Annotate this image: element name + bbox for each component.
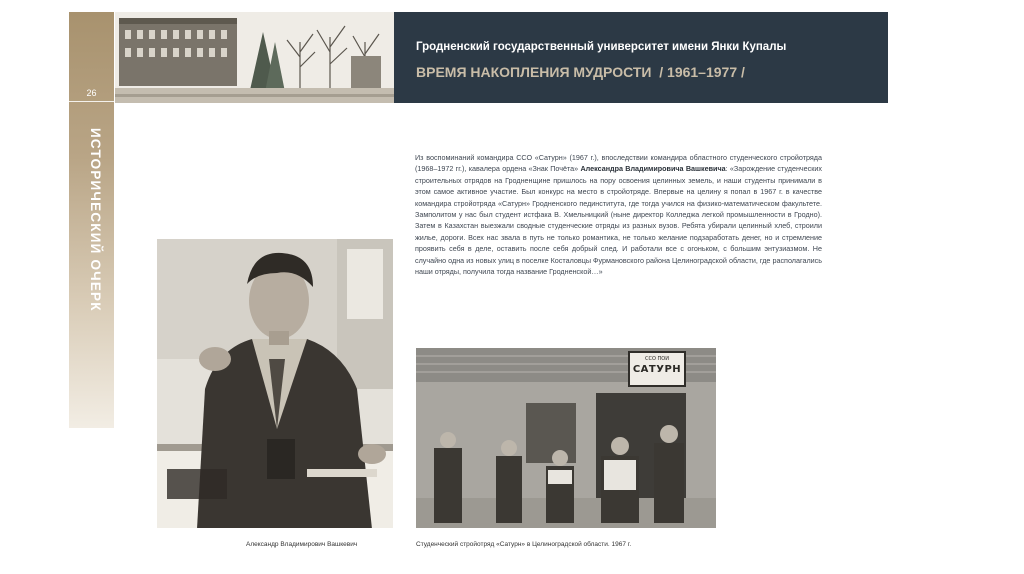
memoir-intro: Из воспоминаний командира ССО «Сатурн» (1967 г.), впоследствии командира областного студенческого стройотряда (1968–1972 гг.), кавалера ордена «Знак Почёта» xyxy=(415,153,822,174)
era-title: ВРЕМЯ НАКОПЛЕНИЯ МУДРОСТИ xyxy=(416,64,652,80)
header-band xyxy=(394,12,888,103)
student-brigade-photo xyxy=(416,348,716,528)
brigade-sign-line1: ССО ПОИ xyxy=(645,356,669,362)
side-divider xyxy=(69,101,114,102)
portrait-caption: Александр Владимирович Вашкевич xyxy=(246,541,358,548)
memoir-quote: : «Зарождение студенческих строительных отрядов на Гродненщине пришлось на пору освоения целинных земель, и наши студенты принимали в этом самое активное участие. Был конкурс на место в стройотряде. Впервые на целину я попал в 1967 г. в качестве командира стройотряда «Сатурн» Гродненского пединститута, где тогда учился на физико-математическом факультете. Замполитом у нас был студент истфака В. Хмельницкий (ныне директор Колледжа легкой промышленности в Гродно). Затем в Казахстан выезжали сводные студенческие отряды из разных вузов. Ребята убирали целинный хлеб, строили жилье, дороги. Всех нас звала в путь не только романтика, не только желание подзаработать денег, но и стремление проявить себя в деле, оставить после себя добрый след. И работали все с огоньком, с большим энтузиазмом. Не случайно одна из новых улиц в поселке Косталовцы Фурмановского района Целиноградской области, где располагались наши отряды, получила тогда название Гродненской…» xyxy=(415,164,822,277)
brigade-caption: Студенческий стройотряд «Сатурн» в Целиноградской области. 1967 г. xyxy=(416,541,632,548)
memoir-paragraph xyxy=(415,152,822,277)
university-building-photo xyxy=(115,12,394,103)
memoir-author-name: Александра Владимировича Вашкевича xyxy=(580,164,726,174)
header-university-name: Гродненский государственный университет имени Янки Купалы xyxy=(416,41,787,53)
header-era xyxy=(416,64,745,80)
era-years: / 1961–1977 / xyxy=(659,64,745,80)
brigade-sign-text xyxy=(631,356,683,376)
page-number: 26 xyxy=(86,88,97,98)
brigade-sign-line2: САТУРН xyxy=(632,364,682,375)
side-section-title: ИСТОРИЧЕСКИЙ ОЧЕРК xyxy=(88,128,103,312)
portrait-photo xyxy=(157,239,393,528)
